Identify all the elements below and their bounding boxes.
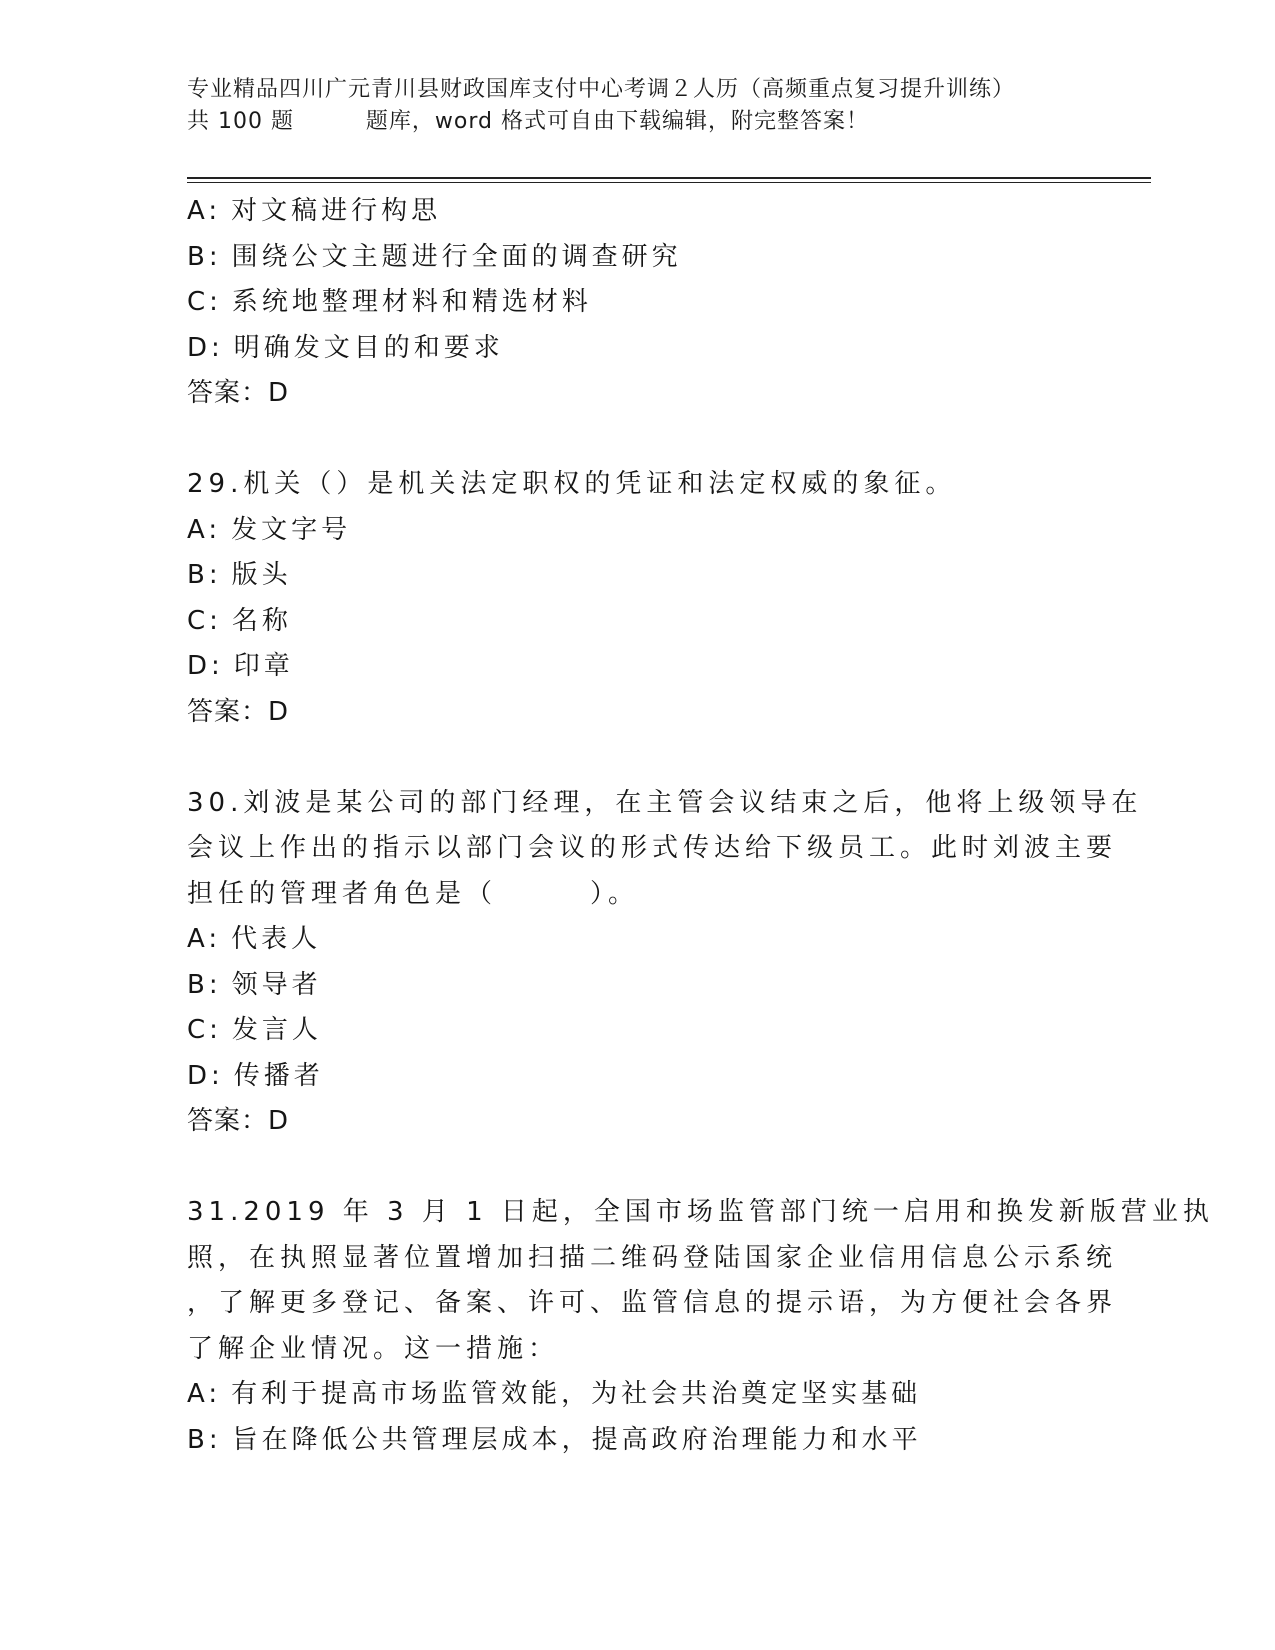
option-a: [187, 1372, 1087, 1418]
question-list: [187, 189, 1214, 1463]
option-a: [187, 508, 1087, 554]
option-key: C:: [187, 1015, 222, 1045]
option-b: [187, 553, 1087, 599]
option-text: 系统地整理材料和精选材料: [231, 287, 592, 317]
question-text: 30.刘波是某公司的部门经理，在主管会议结束之后，他将上级领导在: [187, 787, 1143, 818]
spacer: [187, 417, 1087, 463]
question-text: ，了解更多登记、备案、许可、监管信息的提示语，为方便社会各界: [187, 1288, 1118, 1318]
answer-line: 答案：D: [187, 1106, 290, 1136]
question-text: 31.2019 年 3 月 1 日起，全国市场监管部门统一启用和换发新版营业执: [187, 1197, 1214, 1227]
header-divider-thin: [187, 182, 1151, 183]
question-text: 了解企业情况。这一措施：: [187, 1333, 560, 1364]
option-text: 围绕公文主题进行全面的调查研究: [231, 241, 682, 272]
option-c: [187, 599, 1087, 645]
option-key: B:: [187, 1424, 222, 1455]
option-d: [187, 1054, 1087, 1100]
question-31: [187, 1190, 1214, 1463]
option-c: [187, 280, 1087, 326]
option-text: 发言人: [231, 1015, 322, 1045]
option-text: 领导者: [231, 969, 322, 1000]
question-text: 会议上作出的指示以部门会议的形式传达给下级员工。此时刘波主要: [187, 833, 1118, 863]
question-text: 29.机关（）是机关法定职权的凭证和法定权威的象征。: [187, 469, 957, 499]
option-key: D:: [187, 651, 224, 681]
option-b: [187, 1418, 1087, 1464]
answer-line: 答案：D: [187, 378, 290, 408]
option-d: [187, 326, 1087, 372]
question-text: 担任的管理者角色是（ ）。: [187, 878, 640, 909]
option-key: B:: [187, 241, 222, 272]
option-key: A:: [187, 924, 222, 954]
document-header: [187, 74, 1087, 138]
header-divider-thick: [187, 177, 1151, 179]
question-29: [187, 462, 1087, 735]
option-b: [187, 235, 1087, 281]
option-text: 有利于提高市场监管效能，为社会共治奠定坚实基础: [231, 1379, 922, 1409]
option-key: C:: [187, 605, 222, 636]
option-c: [187, 1008, 1087, 1054]
answer-line: 答案：D: [187, 696, 290, 727]
option-b: [187, 963, 1087, 1009]
option-key: B:: [187, 560, 222, 590]
question-30: [187, 781, 1143, 1145]
header-title-line-1: 专业精品四川广元青川县财政国库支付中心考调２人历（高频重点复习提升训练）: [187, 77, 1016, 102]
option-key: B:: [187, 969, 222, 1000]
option-a: [187, 917, 1087, 963]
option-key: C:: [187, 287, 222, 317]
option-key: D:: [187, 1060, 224, 1091]
option-text: 明确发文目的和要求: [233, 332, 504, 363]
option-text: 名称: [231, 605, 292, 636]
option-text: 发文字号: [231, 514, 352, 545]
option-key: A:: [187, 514, 222, 545]
option-text: 对文稿进行构思: [231, 196, 442, 226]
option-key: A:: [187, 1379, 222, 1409]
question-text: 照，在执照显著位置增加扫描二维码登陆国家企业信用信息公示系统: [187, 1242, 1118, 1273]
option-key: D:: [187, 332, 224, 363]
spacer: [187, 735, 1087, 781]
option-text: 版头: [231, 560, 292, 590]
option-a: [187, 189, 1087, 235]
option-text: 传播者: [233, 1060, 324, 1091]
question-28: [187, 189, 1087, 417]
option-text: 代表人: [231, 924, 322, 954]
option-d: [187, 644, 1087, 690]
option-text: 旨在降低公共管理层成本，提高政府治理能力和水平: [231, 1424, 922, 1455]
option-text: 印章: [233, 651, 294, 681]
option-key: A:: [187, 196, 222, 226]
spacer: [187, 1145, 1087, 1191]
header-title-line-2: 共 100 题 题库，word 格式可自由下载编辑，附完整答案！: [187, 109, 869, 134]
